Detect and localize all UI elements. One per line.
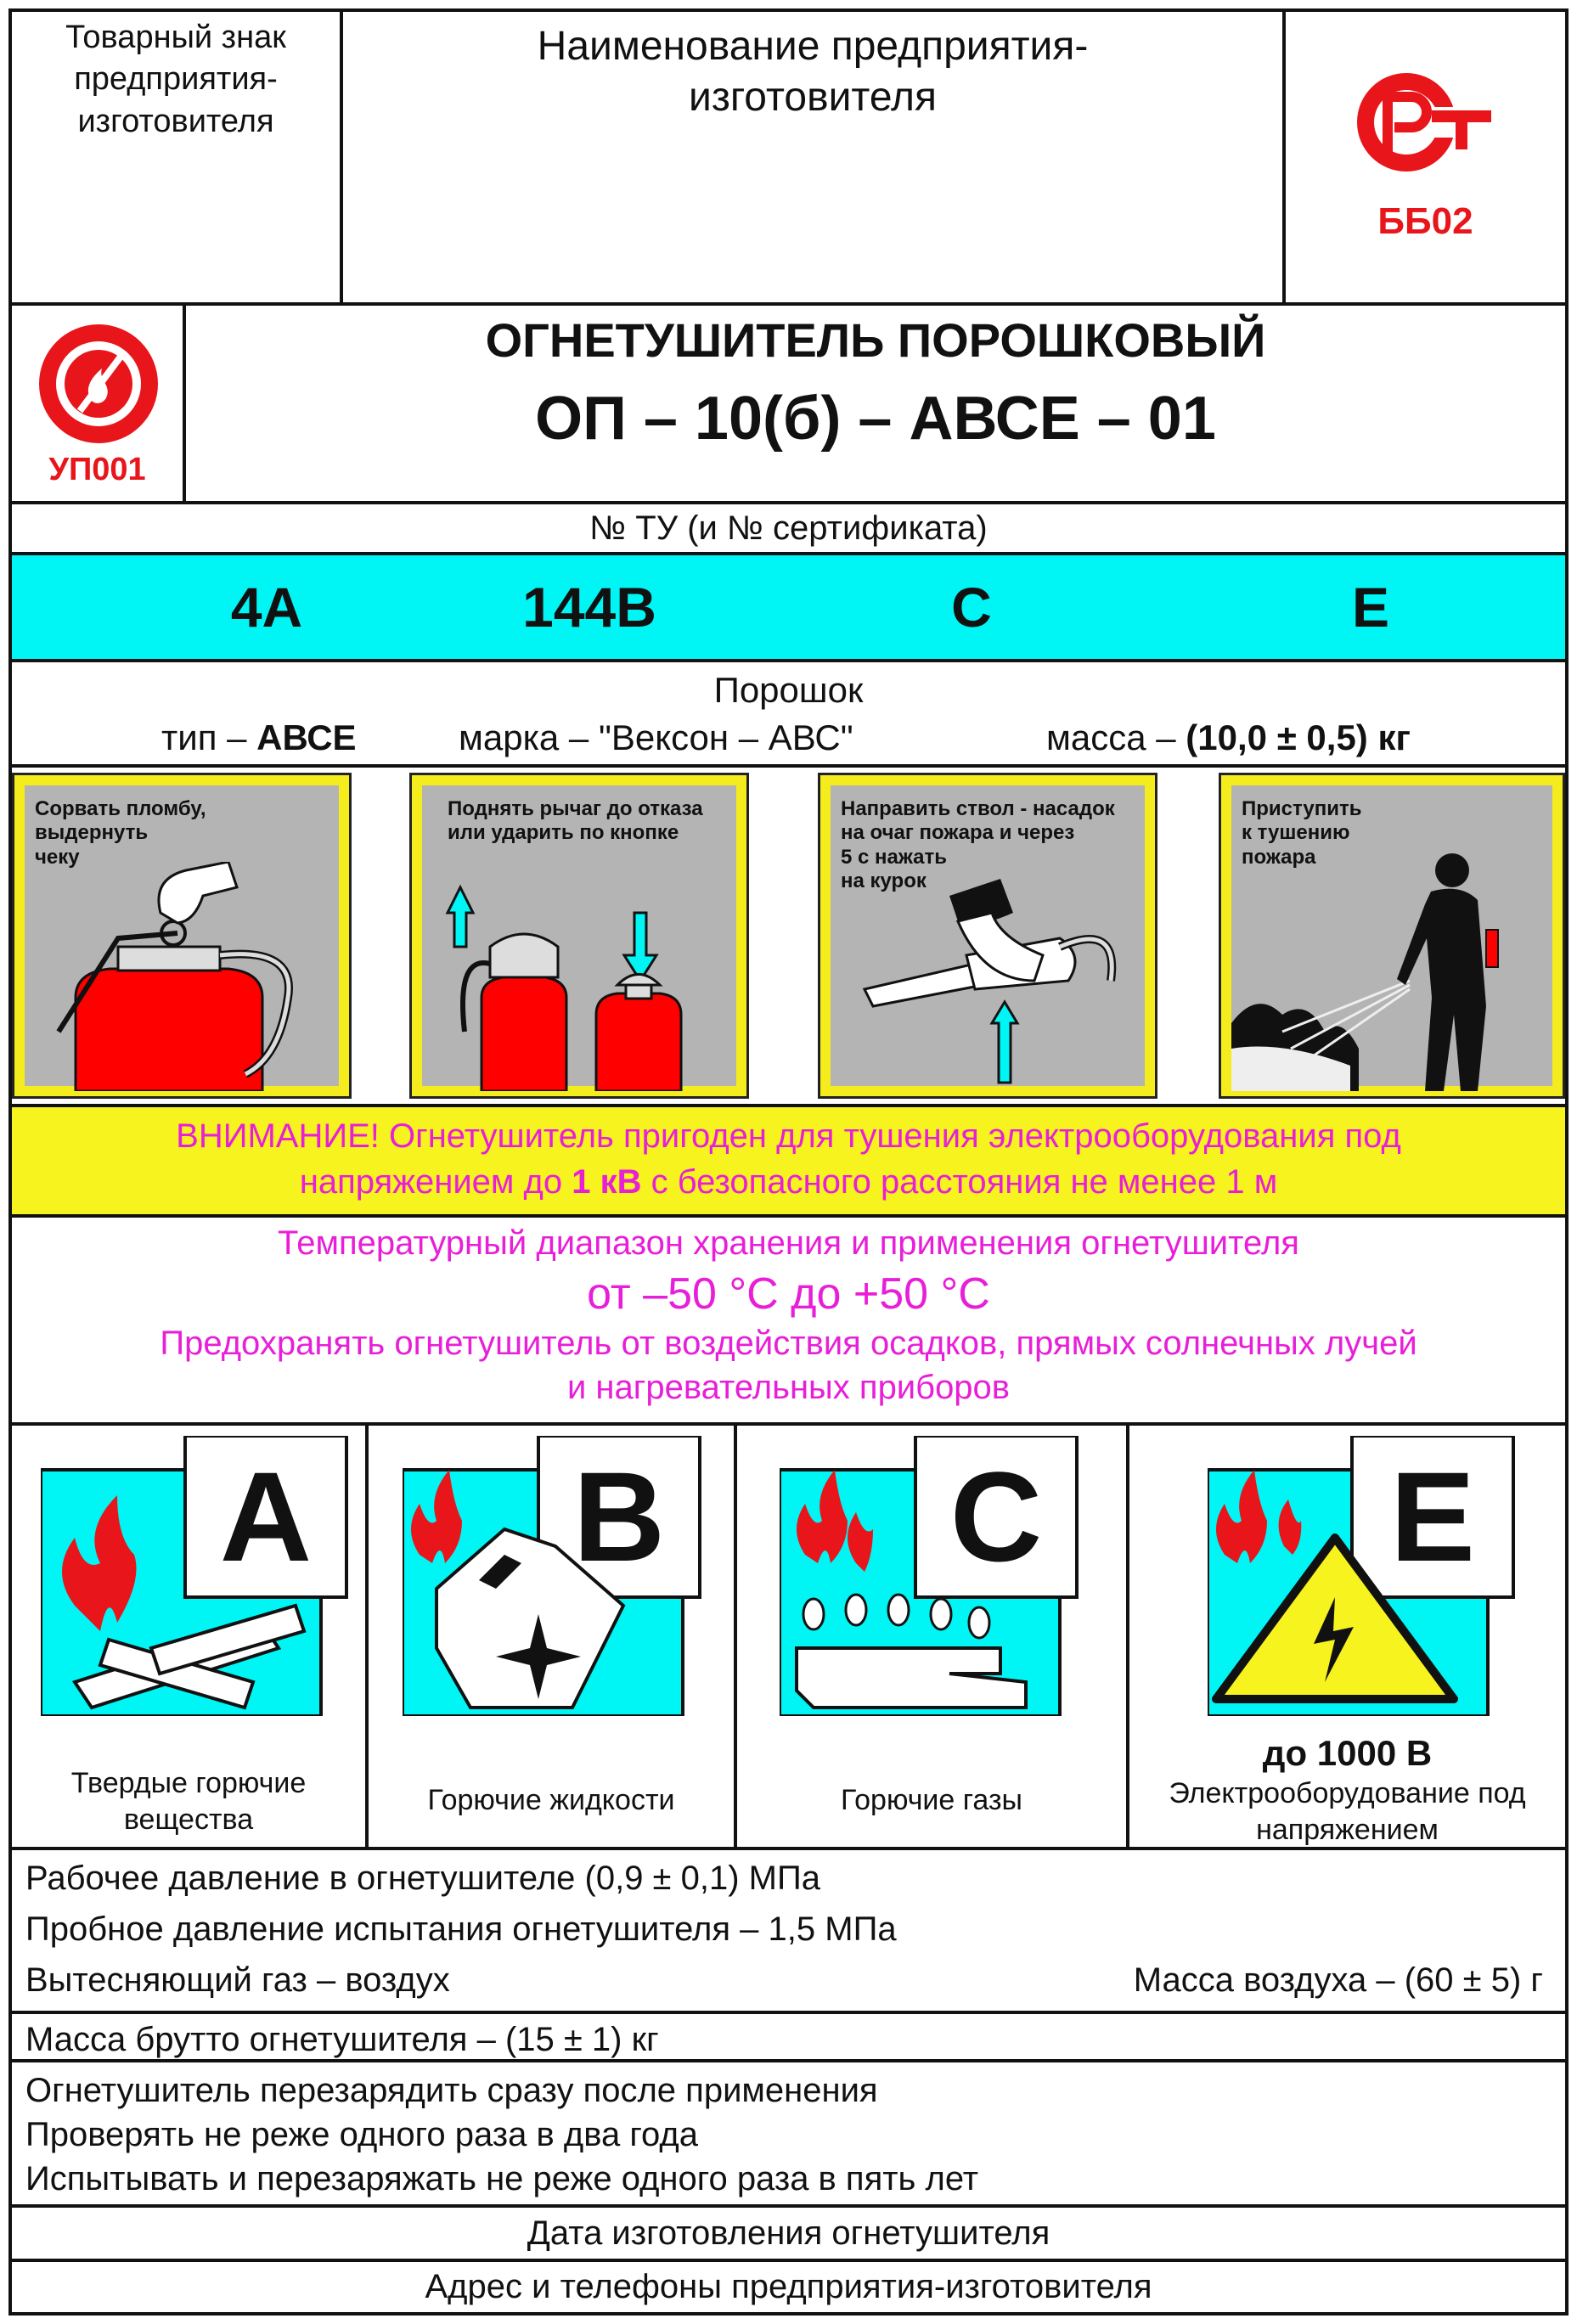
- divider: [8, 1214, 1569, 1218]
- fire-class-e: [1129, 1426, 1565, 1847]
- fire-class-caption: [369, 1782, 734, 1819]
- certification-code: ББ02: [1377, 200, 1473, 242]
- usage-step-2-text: [448, 797, 703, 846]
- propellant-gas: Вытесняющий газ – воздух: [25, 1961, 450, 1999]
- fire-cert-box: [12, 309, 183, 501]
- fire-class-letter: C: [949, 1445, 1043, 1588]
- temperature-range: от –50 °С до +50 °С: [587, 1269, 990, 1319]
- fire-class-letter: B: [572, 1445, 666, 1588]
- test-pressure: Пробное давление испытания огнетушителя – 1,5 МПа: [25, 1910, 897, 1948]
- step-text-line: Приступить: [1242, 797, 1362, 820]
- gross-mass: Масса брутто огнетушителя – (15 ± 1) кг: [25, 2021, 659, 2058]
- step-text-line: на очаг пожара и через: [841, 821, 1075, 845]
- divider: [8, 2011, 1569, 2014]
- divider: [8, 2059, 1569, 2062]
- fire-class-voltage: до 1000 В: [1262, 1733, 1433, 1773]
- step-text-line: Направить ствол - насадок: [841, 797, 1115, 820]
- caption-line: Горючие газы: [841, 1784, 1022, 1816]
- fire-class-c: [737, 1426, 1126, 1847]
- divider: [8, 302, 1569, 306]
- powder-type-value: АВСЕ: [256, 717, 357, 757]
- pull-pin-illustration-icon: [25, 862, 344, 1091]
- powder-brand: марка – "Вексон – АВС": [459, 717, 853, 757]
- powder-mass-label: масса –: [1046, 717, 1186, 757]
- warning-line-1: ВНИМАНИЕ! Огнетушитель пригоден для тушения электрооборудования под: [176, 1117, 1401, 1155]
- warning-text: с безопасного расстояния не менее 1 м: [641, 1163, 1278, 1201]
- fire-class-letter: A: [219, 1445, 313, 1588]
- usage-step-3: [818, 773, 1157, 1099]
- step-text-line: на курок: [841, 869, 926, 892]
- caption-line: Твердые горючие: [70, 1767, 307, 1799]
- step-text-line: или ударить по кнопке: [448, 821, 679, 845]
- step-text-line: выдернуть: [35, 821, 149, 845]
- usage-step-2: [409, 773, 749, 1099]
- trademark-line: предприятия-: [74, 61, 278, 98]
- working-pressure: Рабочее давление в огнетушителе (0,9 ± 0,1) МПа: [25, 1860, 820, 1897]
- temperature-title: Температурный диапазон хранения и применения огнетушителя: [278, 1224, 1299, 1262]
- usage-step-4: [1219, 773, 1565, 1099]
- manufacturer-name-line: Наименование предприятия-: [537, 24, 1089, 69]
- powder-type: [161, 717, 357, 758]
- powder-type-label: тип –: [161, 717, 257, 757]
- powder-mass: [1046, 717, 1411, 758]
- trademark-line: Товарный знак: [65, 20, 286, 55]
- manufacturer-name-line: изготовителя: [689, 75, 937, 120]
- step-text-line: 5 с нажать: [841, 845, 948, 869]
- rating-class-b: 144B: [522, 576, 656, 639]
- rating-class-c: C: [951, 576, 992, 639]
- pct-mark-icon: [1354, 63, 1498, 182]
- press-lever-illustration-icon: [422, 845, 741, 1091]
- manufacture-date-label: Дата изготовления огнетушителя: [527, 2214, 1050, 2252]
- step-text-line: пожара: [1242, 845, 1316, 869]
- rating-class-e: E: [1351, 576, 1390, 639]
- step-text-line: чеку: [35, 845, 80, 869]
- warning-line-2: [12, 1163, 1565, 1201]
- powder-title: Порошок: [713, 670, 864, 710]
- divider: [8, 659, 1569, 662]
- caption-line: Горючие жидкости: [427, 1784, 675, 1816]
- fire-class-caption: [1129, 1775, 1565, 1848]
- step-text-line: Поднять рычаг до отказа: [448, 797, 703, 820]
- trademark-line: изготовителя: [77, 103, 274, 139]
- rating-band: [12, 555, 1565, 659]
- divider: [8, 764, 1569, 768]
- fire-class-caption: [12, 1765, 365, 1837]
- fire-class-a: [12, 1426, 365, 1847]
- caption-line: Электрооборудование под: [1169, 1777, 1526, 1809]
- maintenance-line: Испытывать и перезаряжать не реже одного раза в пять лет: [25, 2160, 979, 2197]
- air-mass: Масса воздуха – (60 ± 5) г: [1133, 1961, 1543, 1999]
- manufacturer-address-label: Адрес и телефоны предприятия-изготовителя: [425, 2268, 1152, 2305]
- warning-text: напряжением до: [299, 1163, 572, 1201]
- rating-class-a: 4A: [230, 576, 303, 639]
- fire-class-letter: E: [1389, 1445, 1476, 1588]
- warning-voltage: 1 кВ: [572, 1163, 642, 1201]
- maintenance-line: Огнетушитель перезарядить сразу после применения: [25, 2072, 878, 2109]
- step-text-line: к тушению: [1242, 821, 1350, 845]
- usage-step-1-text: [35, 797, 206, 869]
- usage-step-1: [12, 773, 352, 1099]
- product-model-title: ОП – 10(б) – АВСЕ – 01: [535, 385, 1216, 453]
- product-type-title: ОГНЕТУШИТЕЛЬ ПОРОШКОВЫЙ: [485, 312, 1266, 367]
- certification-mark-box: [1286, 12, 1565, 302]
- storage-warning-line: и нагревательных приборов: [566, 1369, 1011, 1406]
- caption-line: напряжением: [1256, 1813, 1439, 1846]
- aim-nozzle-illustration-icon: [831, 879, 1150, 1091]
- powder-mass-value: (10,0 ± 0,5) кг: [1186, 717, 1411, 757]
- warning-box: [12, 1107, 1565, 1214]
- fire-class-caption: [737, 1782, 1126, 1819]
- caption-line: вещества: [123, 1803, 254, 1836]
- storage-warning-line: Предохранять огнетушитель от воздействия осадков, прямых солнечных лучей: [160, 1325, 1417, 1362]
- maintenance-line: Проверять не реже одного раза в два года: [25, 2116, 699, 2153]
- fire-cert-code: УП001: [48, 452, 146, 487]
- fire-class-b: [369, 1426, 734, 1847]
- extinguish-fire-illustration-icon: [1231, 836, 1557, 1091]
- tu-certificate-label: № ТУ (и № сертификата): [589, 509, 988, 547]
- trademark-box: [12, 17, 340, 143]
- manufacturer-name-box: [343, 21, 1282, 123]
- step-text-line: Сорвать пломбу,: [35, 797, 206, 820]
- fire-safety-cert-icon: [36, 321, 161, 447]
